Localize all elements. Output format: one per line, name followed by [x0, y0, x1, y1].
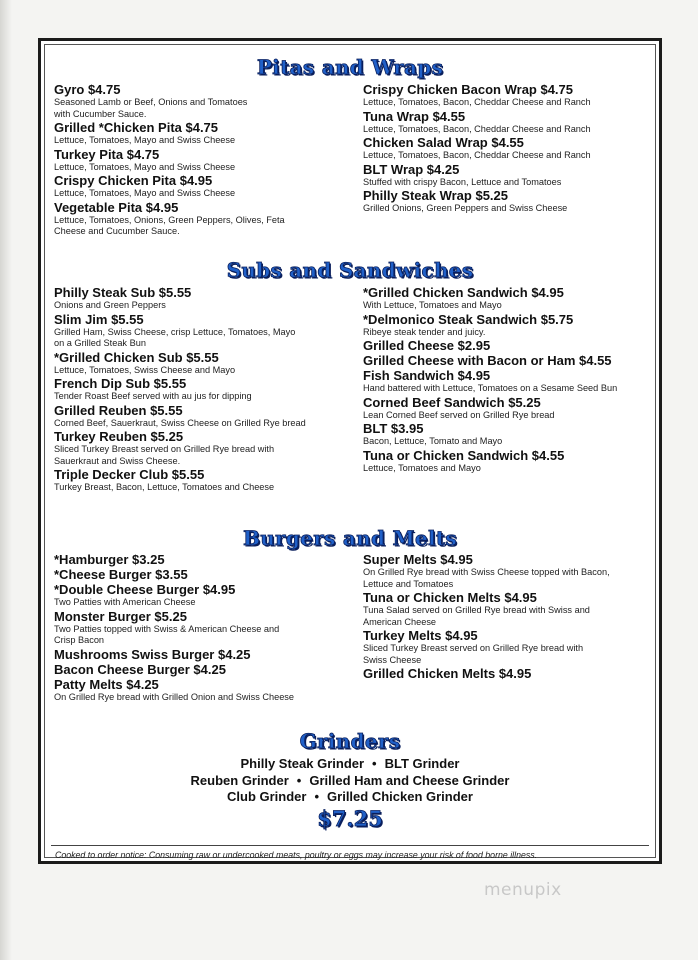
page-edge — [0, 0, 12, 960]
menu-item-name: *Grilled Chicken Sandwich $4.95 — [363, 285, 564, 300]
grinder-item: Grilled Ham and Cheese Grinder — [309, 772, 510, 788]
menu-item — [363, 590, 663, 628]
menu-item — [54, 376, 354, 403]
menu-item-name: BLT $3.95 — [363, 421, 424, 436]
menu-item-description: Lettuce, Tomatoes, Mayo and Swiss Cheese — [54, 161, 236, 172]
grinder-item: Grilled Chicken Grinder — [327, 789, 473, 804]
menu-item-description: Cheese and Cucumber Sauce. — [54, 226, 180, 236]
grinders-price: $7.25 — [317, 806, 383, 831]
menu-item — [54, 467, 354, 494]
menu-item-description: Sliced Turkey Breast served on Grilled Rye bread with — [54, 444, 275, 454]
menu-item-name: *Cheese Burger $3.55 — [54, 567, 188, 582]
grinder-line — [45, 789, 655, 806]
menu-item-description: Seasoned Lamb or Beef, Onions and Tomatoes — [54, 97, 248, 107]
menu-item-description: Crisp Bacon — [54, 635, 105, 645]
menu-item-name: Turkey Pita $4.75 — [54, 146, 160, 162]
menu-item — [54, 582, 354, 609]
menu-item — [363, 628, 663, 666]
menu-item — [363, 666, 663, 681]
section-title-burgers-and-melts: Burgers and Melts — [243, 526, 457, 550]
menu-item-name: *Grilled Chicken Sub $5.55 — [54, 349, 219, 365]
menu-item-description: Tuna Salad served on Grilled Rye bread with Swiss and — [363, 605, 590, 615]
menu-item-name: Chicken Salad Wrap $4.55 — [363, 135, 524, 150]
menu-item — [363, 109, 663, 136]
menu-item — [363, 338, 663, 353]
menu-item — [363, 353, 663, 368]
menu-item-name: Crispy Chicken Pita $4.95 — [54, 173, 213, 188]
menu-item-description: Lettuce, Tomatoes, Mayo and Swiss Cheese — [54, 135, 236, 145]
menu-item-name: Grilled Reuben $5.55 — [54, 402, 183, 418]
menu-item-description: on a Grilled Steak Bun — [54, 338, 146, 348]
menu-item-name: BLT Wrap $4.25 — [363, 161, 460, 177]
menu-item-name: Triple Decker Club $5.55 — [54, 467, 205, 482]
menu-item-name: French Dip Sub $5.55 — [54, 376, 187, 391]
menu-item — [54, 609, 354, 647]
menu-item-description: Lean Corned Beef served on Grilled Rye bread — [363, 409, 555, 420]
menu-item — [54, 285, 354, 312]
menu-item-description: Corned Beef, Sauerkraut, Swiss Cheese on Grilled Rye bread — [54, 417, 306, 428]
menu-item — [54, 82, 354, 120]
menu-item-description: Lettuce, Tomatoes, Swiss Cheese and Mayo — [54, 364, 236, 375]
menu-item-name: Vegetable Pita $4.95 — [54, 199, 179, 215]
menu-item-name: Patty Melts $4.25 — [54, 676, 159, 692]
menu-item-description: Lettuce, Tomatoes and Mayo — [363, 462, 481, 473]
menu-item-description: Hand battered with Lettuce, Tomatoes on a Sesame Seed Bun — [363, 383, 618, 393]
notice-divider — [51, 845, 649, 846]
menu-item-name: Monster Burger $5.25 — [54, 608, 187, 624]
grinder-item: BLT Grinder — [384, 756, 460, 771]
menu-item — [363, 421, 663, 448]
pitas-right-column — [363, 82, 663, 215]
subs-right-column — [363, 285, 663, 474]
menu-item — [54, 429, 354, 467]
menu-item — [54, 350, 354, 377]
menu-item-description: On Grilled Rye bread with Swiss Cheese topped with Bacon, — [363, 567, 610, 577]
menu-item-description: Sauerkraut and Swiss Cheese. — [54, 455, 181, 466]
menu-item — [363, 395, 663, 422]
menu-item-name: Grilled Chicken Melts $4.95 — [363, 666, 532, 681]
menu-item — [363, 285, 663, 312]
menu-item-description: Grilled Ham, Swiss Cheese, crisp Lettuce, Tomatoes, Mayo — [54, 326, 296, 337]
grinder-item: Philly Steak Grinder — [240, 756, 365, 771]
menu-item-description: American Cheese — [363, 616, 437, 627]
menu-item-description: Turkey Breast, Bacon, Lettuce, Tomatoes and Cheese — [54, 482, 275, 492]
menu-item — [363, 552, 663, 590]
menu-item-description: Lettuce, Tomatoes, Onions, Green Peppers, Olives, Feta — [54, 214, 285, 225]
menu-item — [363, 135, 663, 162]
menu-item — [54, 677, 354, 704]
menu-item-description: Onions and Green Peppers — [54, 300, 166, 310]
menu-item — [54, 200, 354, 238]
bullet-separator: • — [296, 772, 302, 788]
menu-item-name: Philly Steak Wrap $5.25 — [363, 188, 508, 203]
menu-item-name: Corned Beef Sandwich $5.25 — [363, 394, 541, 410]
menu-item-name: Philly Steak Sub $5.55 — [54, 285, 192, 300]
menu-item-name: Slim Jim $5.55 — [54, 311, 144, 327]
menu-item-description: Two Patties with American Cheese — [54, 597, 196, 607]
menu-item — [54, 312, 354, 350]
menu-item-description: With Lettuce, Tomatoes and Mayo — [363, 300, 502, 310]
menu-item-description: with Cucumber Sauce. — [54, 108, 147, 119]
menu-item-description: Lettuce, Tomatoes, Bacon, Cheddar Cheese and Ranch — [363, 150, 591, 160]
menu-item — [54, 567, 354, 582]
grinder-line — [45, 773, 655, 790]
menu-item-name: Turkey Reuben $5.25 — [54, 429, 184, 444]
menu-item-name: Grilled *Chicken Pita $4.75 — [54, 120, 219, 135]
menu-item-description: Stuffed with crispy Bacon, Lettuce and Tomatoes — [363, 176, 562, 187]
menu-item — [54, 403, 354, 430]
menu-item-description: Sliced Turkey Breast served on Grilled Rye bread with — [363, 643, 584, 653]
menu-item-name: Tuna Wrap $4.55 — [363, 108, 466, 124]
menu-item-name: Mushrooms Swiss Burger $4.25 — [54, 646, 251, 662]
menu-item — [363, 448, 663, 475]
watermark-logo: menupix — [484, 880, 562, 900]
subs-left-column — [54, 285, 354, 494]
menu-item-description: Grilled Onions, Green Peppers and Swiss Cheese — [363, 203, 568, 213]
bullet-separator: • — [314, 789, 320, 804]
grinders-list — [45, 756, 655, 806]
menu-item-description: Two Patties topped with Swiss & American Cheese and — [54, 623, 280, 634]
menu-item-description: Swiss Cheese — [363, 654, 422, 665]
grinder-item: Club Grinder — [227, 789, 307, 804]
menu-item — [54, 647, 354, 662]
menu-item-name: Bacon Cheese Burger $4.25 — [54, 661, 226, 677]
menu-item-description: Bacon, Lettuce, Tomato and Mayo — [363, 436, 503, 446]
menu-item — [54, 662, 354, 677]
menu-item-description: On Grilled Rye bread with Grilled Onion and Swiss Cheese — [54, 691, 295, 702]
menu-item — [54, 552, 354, 567]
menu-item-name: Super Melts $4.95 — [363, 552, 473, 567]
menu-item-name: *Hamburger $3.25 — [54, 552, 165, 567]
grinder-item: Reuben Grinder — [190, 772, 289, 788]
section-title-grinders: Grinders — [299, 729, 401, 753]
menu-item-description: Lettuce, Tomatoes, Mayo and Swiss Cheese — [54, 188, 236, 198]
burgers-left-column — [54, 552, 354, 703]
menu-item — [363, 188, 663, 215]
menu-item-name: Tuna or Chicken Sandwich $4.55 — [363, 447, 565, 463]
menu-item-description: Lettuce and Tomatoes — [363, 578, 454, 589]
menu-item-name: *Delmonico Steak Sandwich $5.75 — [363, 311, 574, 327]
section-title-pitas-and-wraps: Pitas and Wraps — [256, 55, 444, 79]
menu-item — [363, 162, 663, 189]
menu-item — [54, 120, 354, 147]
menu-item-name: Tuna or Chicken Melts $4.95 — [363, 590, 537, 605]
menu-item-name: Fish Sandwich $4.95 — [363, 368, 491, 383]
menu-item-description: Ribeye steak tender and juicy. — [363, 326, 486, 337]
menu-item-name: Turkey Melts $4.95 — [363, 628, 478, 643]
food-safety-notice: Cooked to order notice: Consuming raw or undercooked meats, poultry or eggs may increase your risk of food borne illness. — [55, 850, 538, 860]
burgers-right-column — [363, 552, 663, 681]
menu-item-name: Grilled Cheese $2.95 — [363, 338, 491, 353]
menu-frame-inner — [44, 44, 656, 858]
section-title-subs-and-sandwiches: Subs and Sandwiches — [226, 258, 474, 282]
menu-item-name: Grilled Cheese with Bacon or Ham $4.55 — [363, 353, 612, 368]
menu-item — [363, 368, 663, 395]
menu-item-description: Tender Roast Beef served with au jus for dipping — [54, 391, 252, 401]
menu-item-name: *Double Cheese Burger $4.95 — [54, 582, 236, 597]
bullet-separator: • — [372, 756, 377, 771]
menu-item-name: Crispy Chicken Bacon Wrap $4.75 — [363, 82, 574, 97]
menu-item — [54, 147, 354, 174]
menu-frame — [38, 38, 662, 864]
menu-item — [54, 173, 354, 200]
menu-item-name: Gyro $4.75 — [54, 82, 121, 97]
menu-item-description: Lettuce, Tomatoes, Bacon, Cheddar Cheese and Ranch — [363, 123, 591, 134]
pitas-left-column — [54, 82, 354, 238]
menu-item-description: Lettuce, Tomatoes, Bacon, Cheddar Cheese and Ranch — [363, 97, 591, 107]
menu-item — [363, 312, 663, 339]
menu-item — [363, 82, 663, 109]
grinder-line — [45, 756, 655, 773]
